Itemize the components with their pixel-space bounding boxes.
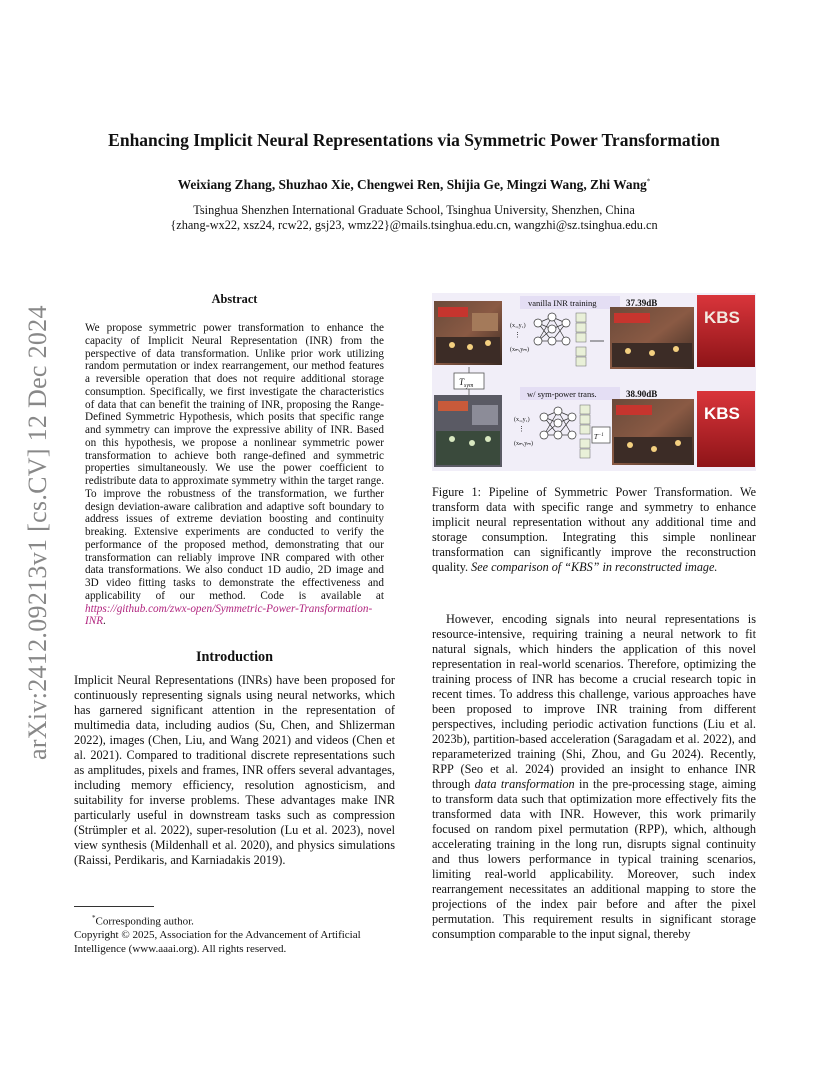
corresponding-text: Corresponding author.: [95, 915, 194, 928]
abstract-period: .: [103, 615, 106, 628]
bottom-psnr-value: 38.90dB: [626, 389, 658, 399]
caption-emphasis: See comparison of “KBS” in reconstructed image.: [471, 560, 718, 574]
abstract-body: We propose symmetric power transformation to enhance the capacity of Implicit Neural Representation (INR) from the perspective of data transformation. Unlike prior work utilizing random permutation or index rearrangement, our method features a reversible operation that does not require additional storage consumption. Specifically, we first investigate the characteristics of data that can benefit the training of INR, proposing the Range-Defined Symmetric Hypothesis, which posits that specific range and symmetry can improve the expressive ability of INR. Based on this hypothesis, we propose a nonlinear symmetric power transformation to achieve both range-defined and symmetric properties simultaneously. We use the power coefficient to redistribute data to approximate symmetry within the target range. To improve the robustness of the transformation, we further design deviation-aware calibration and adaptive soft boundary to address issues of extreme deviation boosting and continuity breaking. Extensive experiments are conducted to verify the performance of the proposed method, demonstrating that our transformation can reliably improve INR compared with other data transformations. We also conduct 1D audio, 2D image and 3D video fitting tasks to demonstrate the effectiveness and applicability of our method. Code is available at: [85, 322, 384, 602]
para-part-2: in the pre-processing stage, aiming to transform data such that optimization more effectively fits the transformed data with INR. However, this work primarily focused on random pixel permutation (RPP), which, although accelerating training in the long run, disrupts signal continuity and thus lowers performance in typical training scenarios, limiting real-world applicability. Moreover, such index rearrangement necessitates an additional mapping to store the projections of the index pair before and after the pixel permutation. This requirement results in significant storage consumption comparable to the input signal, thereby: [432, 777, 757, 941]
pipeline-figure: [432, 293, 756, 471]
author-list: [0, 177, 828, 193]
coord-dots-bottom: ⋮: [518, 425, 525, 433]
coord-last-top: (xₘ,yₘ): [510, 347, 529, 353]
footnote-mark: *: [92, 914, 96, 922]
coord-last-bottom: (xₘ,yₘ): [514, 441, 533, 447]
t-inverse-letter: T: [594, 433, 598, 441]
figure-caption: [432, 485, 756, 575]
affiliation-block: [0, 203, 828, 232]
abstract-text: [74, 322, 395, 628]
output-bars-bottom: [580, 405, 590, 458]
kbs-zoom-top: [697, 295, 755, 367]
author-emails: {zhang-wx22, xsz24, rcw22, gsj23, wmz22}@mails.tsinghua.edu.cn, wangzhi@sz.tsinghua.edu.cn: [170, 217, 658, 232]
recon-photo-top: [610, 307, 694, 369]
coord-first-bottom: (x₁,y₁): [514, 417, 530, 423]
t-sym-letter: T: [459, 377, 465, 387]
input-photo-top: [434, 301, 502, 365]
top-pipeline-label: vanilla INR training: [528, 298, 597, 308]
right-column-body: [432, 612, 756, 942]
paper-title: Enhancing Implicit Neural Representations via Symmetric Power Transformation: [108, 130, 720, 150]
t-inverse-superscript: −1: [597, 433, 604, 438]
bottom-pipeline-label: w/ sym-power trans.: [527, 389, 597, 399]
corresponding-mark: *: [646, 177, 651, 186]
para-part-1: However, encoding signals into neural representations is resource-intensive, requiring training a neural network to fit natural signals, which hinders the application of this novel representation in real-world scenarios. Therefore, optimizing the training process of INR has become a crucial research topic in recent times. To address this challenge, various approaches have been proposed to improve INR training from different perspectives, including periodic activation functions (Liu et al. 2023b), partition-based acceleration (Saragadam et al. 2022), and reparameterized training (Shi, Zhou, and Gu 2024). Recently, RPP (Seo et al. 2024) provided an insight to enhance INR through: [432, 612, 756, 791]
author-names: Weixiang Zhang, Shuzhao Xie, Chengwei Ren, Shijia Ge, Mingzi Wang, Zhi Wang: [177, 177, 647, 192]
introduction-heading: Introduction: [196, 649, 273, 665]
footnote-block: [74, 906, 395, 956]
mlp-bottom: [540, 407, 576, 439]
t-sym-subscript: sym: [464, 383, 474, 389]
top-psnr-value: 37.39dB: [626, 298, 658, 308]
pipeline-diagram: [432, 293, 756, 471]
kbs-zoom-bottom: [697, 391, 755, 467]
code-link[interactable]: https://github.com/zwx-open/Symmetric-Power-Transformation-INR: [85, 602, 373, 628]
coord-first-top: (x₁,y₁): [510, 323, 526, 329]
body-paragraph: [432, 612, 756, 942]
copyright-note: Copyright © 2025, Association for the Advancement of Artificial Intelligence (www.aaai.org). All rights reserved.: [74, 929, 361, 955]
corresponding-note: [74, 912, 395, 929]
input-photo-bottom: [434, 395, 502, 467]
introduction-text: Implicit Neural Representations (INRs) have been proposed for continuously representing signals using neural networks, which has garnered significant attention in the representation of multimedia data, including audios (Su, Chen, and Shlizerman 2022), images (Chen, Liu, and Wang 2021) and videos (Chen et al. 2021). Compared to traditional discrete representations such as amplitudes, pixels and frames, INR offers several advantages, including memory efficiency, resolution agnosticism, and suitability for inverse problems. These advantages make INR particularly useful in downstream tasks such as compression (Strümpler et al. 2022), super-resolution (Lu et al. 2023), novel view synthesis (Mildenhall et al. 2020), and physics simulations (Raissi, Perdikaris, and Karniadakis 2019).: [74, 673, 395, 867]
left-column: [74, 292, 395, 868]
abstract-heading: Abstract: [211, 292, 258, 306]
coord-dots-top: ⋮: [514, 331, 521, 339]
recon-photo-bottom: [612, 399, 694, 465]
arxiv-stamp: arXiv:2412.09213v1 [cs.CV] 12 Dec 2024: [23, 305, 52, 760]
mlp-top: [534, 313, 570, 345]
kbs-text-bottom: KBS: [704, 404, 740, 423]
footnote-rule: [74, 906, 154, 907]
kbs-text-top: KBS: [704, 308, 740, 327]
output-bars-top: [576, 313, 586, 366]
affiliation: Tsinghua Shenzhen International Graduate School, Tsinghua University, Shenzhen, China: [193, 203, 635, 217]
caption-text: Figure 1: Pipeline of Symmetric Power Transformation. We transform data with specific range and symmetry to enhance implicit neural representation without any additional time and storage consumption. Integrating this simple nonlinear transformation can significantly improve the reconstruction quality.: [432, 485, 756, 574]
para-emphasis: data transformation: [474, 777, 575, 791]
